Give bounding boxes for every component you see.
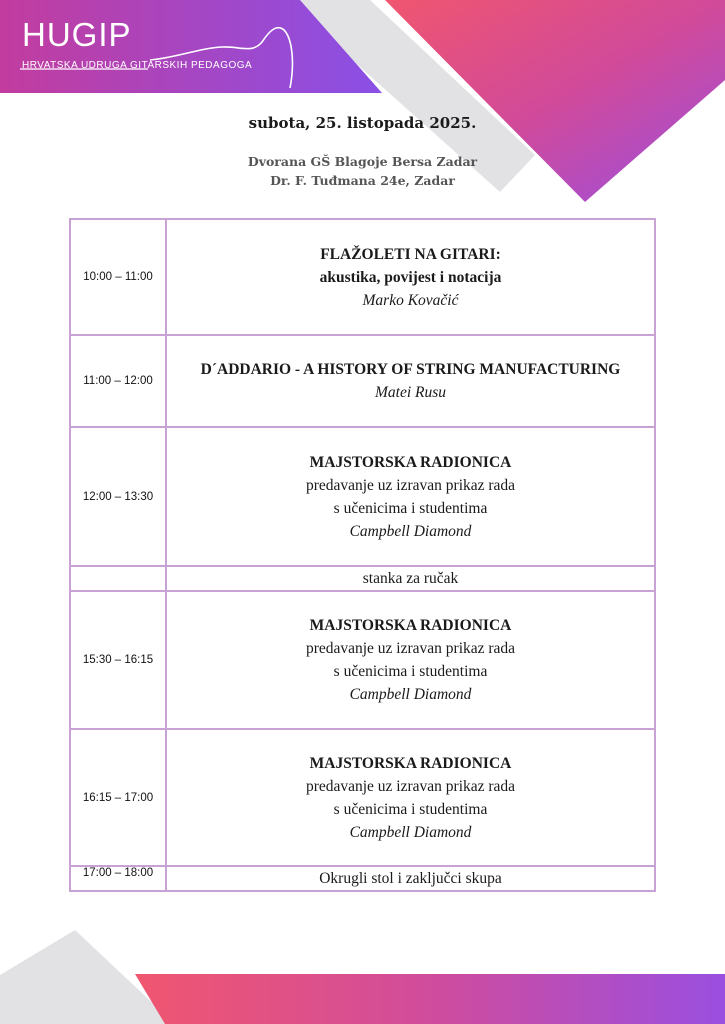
schedule-row-break [70, 566, 655, 591]
session-cell [166, 335, 655, 427]
session-title: MAJSTORSKA RADIONICA [309, 453, 512, 471]
session-cell [166, 427, 655, 566]
logo-title: HUGIP [22, 16, 132, 53]
session-title: Okrugli stol i zaključci skupa [319, 870, 502, 887]
break-label: stanka za ručak [362, 570, 459, 587]
speaker-name: Campbell Diamond [349, 823, 472, 841]
venue-address: Dr. F. Tuđmana 24e, Zadar [270, 173, 455, 188]
schedule-row [70, 866, 655, 891]
speaker-name: Campbell Diamond [349, 522, 472, 540]
session-title: D´ADDARIO - A HISTORY OF STRING MANUFACTURING [200, 361, 621, 378]
event-date: subota, 25. listopada 2025. [248, 114, 477, 132]
session-title: MAJSTORSKA RADIONICA [309, 617, 512, 634]
logo [22, 18, 252, 71]
session-cell [166, 219, 655, 335]
speaker-name: Campbell Diamond [349, 686, 472, 703]
session-title: FLAŽOLETI NA GITARI: [320, 245, 501, 263]
time-cell: 11:00 – 12:00 [70, 335, 166, 427]
bottom-gradient-band [135, 974, 725, 1024]
time-cell: 12:00 – 13:30 [70, 427, 166, 566]
logo-subtitle: HRVATSKA UDRUGA GITARSKIH PEDAGOGA [22, 60, 253, 71]
session-description-line2: s učenicima i studentima [333, 499, 488, 517]
schedule-row [70, 591, 655, 729]
schedule-table [69, 218, 656, 892]
schedule-row [70, 427, 655, 566]
schedule-row [70, 335, 655, 427]
session-description-line2: s učenicima i studentima [333, 663, 488, 680]
session-cell [166, 729, 655, 866]
session-description-line2: s učenicima i studentima [333, 800, 488, 818]
time-cell: 16:15 – 17:00 [70, 729, 166, 866]
speaker-name: Matei Rusu [374, 384, 447, 401]
schedule-row [70, 219, 655, 335]
session-cell [166, 591, 655, 729]
break-cell [166, 566, 655, 591]
session-description: predavanje uz izravan prikaz rada [305, 640, 516, 657]
venue [0, 152, 725, 190]
speaker-name: Marko Kovačić [362, 291, 459, 309]
schedule-row [70, 729, 655, 866]
session-title: MAJSTORSKA RADIONICA [309, 754, 512, 772]
session-description: predavanje uz izravan prikaz rada [305, 777, 516, 795]
time-cell: 15:30 – 16:15 [70, 591, 166, 729]
venue-name: Dvorana GŠ Blagoje Bersa Zadar [247, 154, 478, 169]
session-cell [166, 866, 655, 891]
time-cell [70, 566, 166, 591]
session-title-line2: akustika, povijest i notacija [319, 268, 502, 286]
time-cell: 17:00 – 18:00 [70, 866, 166, 891]
session-description: predavanje uz izravan prikaz rada [305, 476, 516, 494]
time-cell: 10:00 – 11:00 [70, 219, 166, 335]
